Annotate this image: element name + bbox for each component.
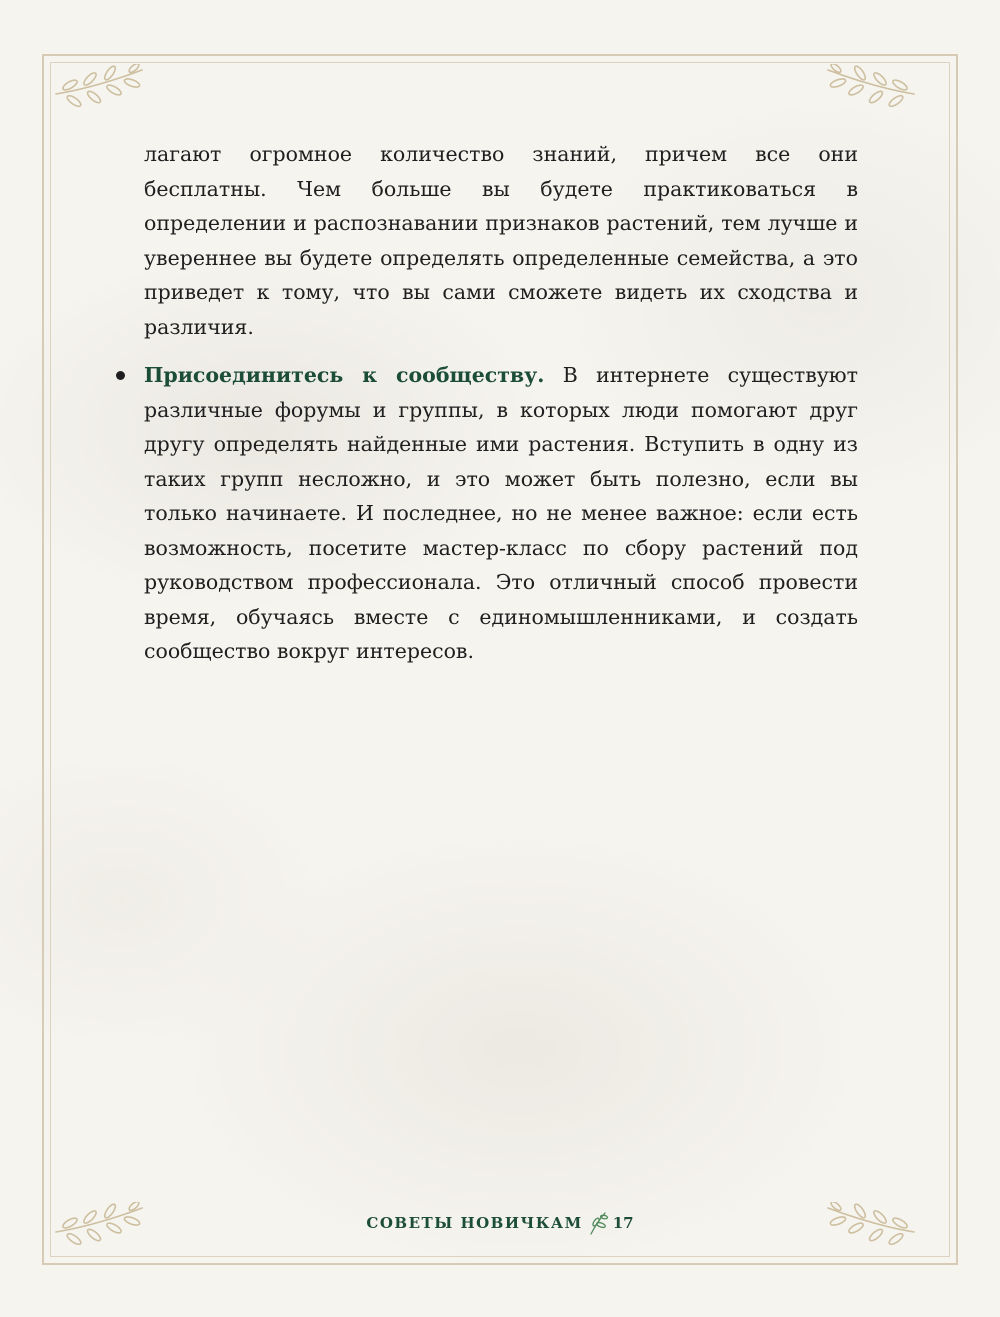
bullet-text: В интернете существуют различные форумы и группы, в которых люди помогают друг другу определять найденные ими растения. Вступить в одну из таких групп несложно, и это может быть полезно, если вы только начинаете. И последнее, но не менее важное: если есть возможность, посетите мастер-класс по сбору растений под руководством профессионала. Это отличный способ провести время, обучаясь вместе с единомышленниками, и создать сообщество вокруг интересов. [144, 363, 858, 663]
list-item [144, 358, 858, 669]
leaf-icon [587, 1210, 609, 1236]
olive-sprig-icon [820, 64, 920, 112]
olive-sprig-icon [50, 64, 150, 112]
body-text [144, 137, 858, 669]
bullet-dot [116, 371, 125, 380]
continued-paragraph: лагают огромное количество знаний, причем все они бесплатны. Чем больше вы будете практиковаться в определении и распознавании признаков растений, тем лучше и увереннее вы будете определять определенные семейства, а это приведет к тому, что вы сами сможете видеть их сходства и различия. [144, 142, 858, 339]
page-footer [0, 1210, 1000, 1240]
bullet-paragraph [144, 358, 858, 669]
page-number: 17 [612, 1214, 634, 1232]
bullet-lead: Присоединитесь к сообществу. [144, 363, 545, 387]
section-title: СОВЕТЫ НОВИЧКАМ [366, 1214, 583, 1232]
